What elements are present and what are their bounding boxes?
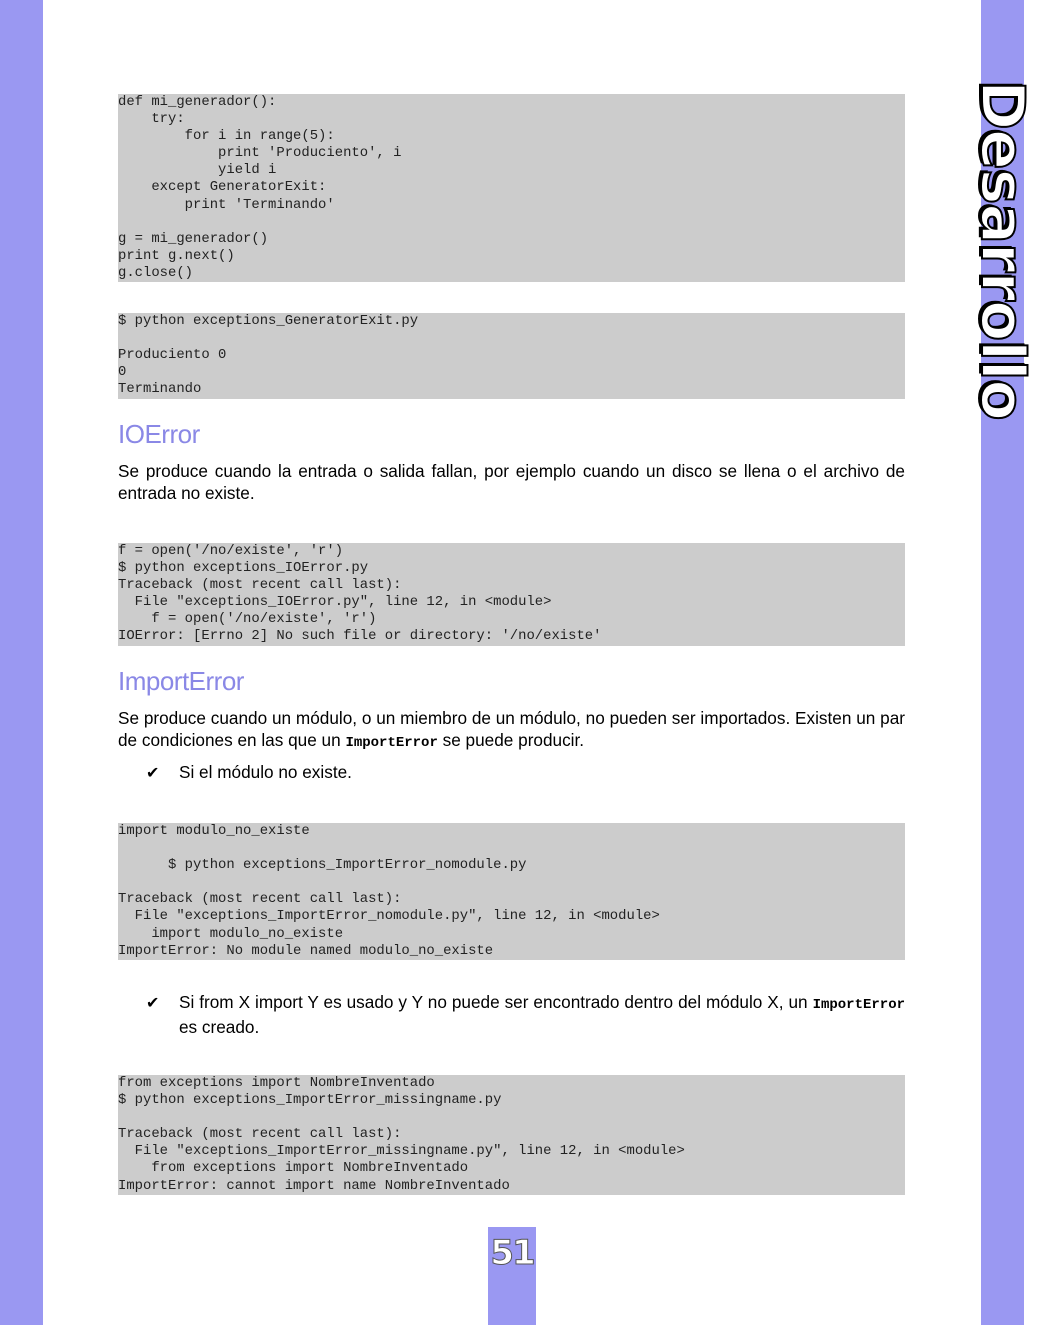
- code-block-generator-output: $ python exceptions_GeneratorExit.py Produciento 0 0 Terminando: [118, 313, 905, 399]
- checkmark-bullet-icon: ✔: [146, 995, 160, 1012]
- importerror-heading: ImportError: [118, 666, 244, 696]
- bullet-name-missing-tail: es creado.: [179, 1016, 260, 1037]
- ioerror-heading: IOError: [118, 419, 200, 449]
- code-block-ioerror: f = open('/no/existe', 'r') $ python exceptions_IOError.py Traceback (most recent call last): File "exceptions_IOError.py", line 12, in <module> f = open('/no/existe', 'r') IOError: [Errno 2] No such file or directory: '/no/existe': [118, 543, 905, 646]
- code-block-importerror-missingname: from exceptions import NombreInventado $ python exceptions_ImportError_missingname.py Traceback (most recent call last): File "exceptions_ImportError_missingname.py", line 12, in <module> from exceptions import NombreInventado ImportError: cannot import name NombreInventado: [118, 1075, 905, 1195]
- bullet-name-missing: [179, 992, 905, 1038]
- bullet-name-missing-text: Si from X import Y es usado y Y no puede ser encontrado dentro del módulo X, un: [179, 992, 813, 1012]
- bullet-module-missing: Si el módulo no existe.: [179, 762, 352, 782]
- checkmark-bullet-icon: ✔: [146, 765, 160, 782]
- left-margin-band: [0, 0, 43, 1325]
- page-number: 51: [490, 1233, 534, 1273]
- importerror-description-tail: se puede producir.: [437, 729, 585, 750]
- inline-code-importerror: ImportError: [345, 734, 438, 751]
- inline-code-importerror: ImportError: [812, 997, 905, 1013]
- section-title-vertical: Desarrollo: [967, 80, 1037, 420]
- ioerror-description: Se produce cuando la entrada o salida fallan, por ejemplo cuando un disco se llena o el archivo de entrada no existe.: [118, 461, 905, 503]
- code-block-importerror-nomodule: import modulo_no_existe $ python exceptions_ImportError_nomodule.py Traceback (most recent call last): File "exceptions_ImportError_nomodule.py", line 12, in <module> import modulo_no_existe ImportError: No module named modulo_no_existe: [118, 823, 905, 960]
- importerror-description: [118, 708, 905, 754]
- page-number-tab: [488, 1227, 536, 1325]
- code-block-generator: def mi_generador(): try: for i in range(5): print 'Produciento', i yield i except GeneratorExit: print 'Terminando' g = mi_generador() print g.next() g.close(): [118, 94, 905, 282]
- importerror-description-text: Se produce cuando un módulo, o un miembro de un módulo, no pueden ser importados. Existen un par de condiciones en las que un: [118, 708, 905, 750]
